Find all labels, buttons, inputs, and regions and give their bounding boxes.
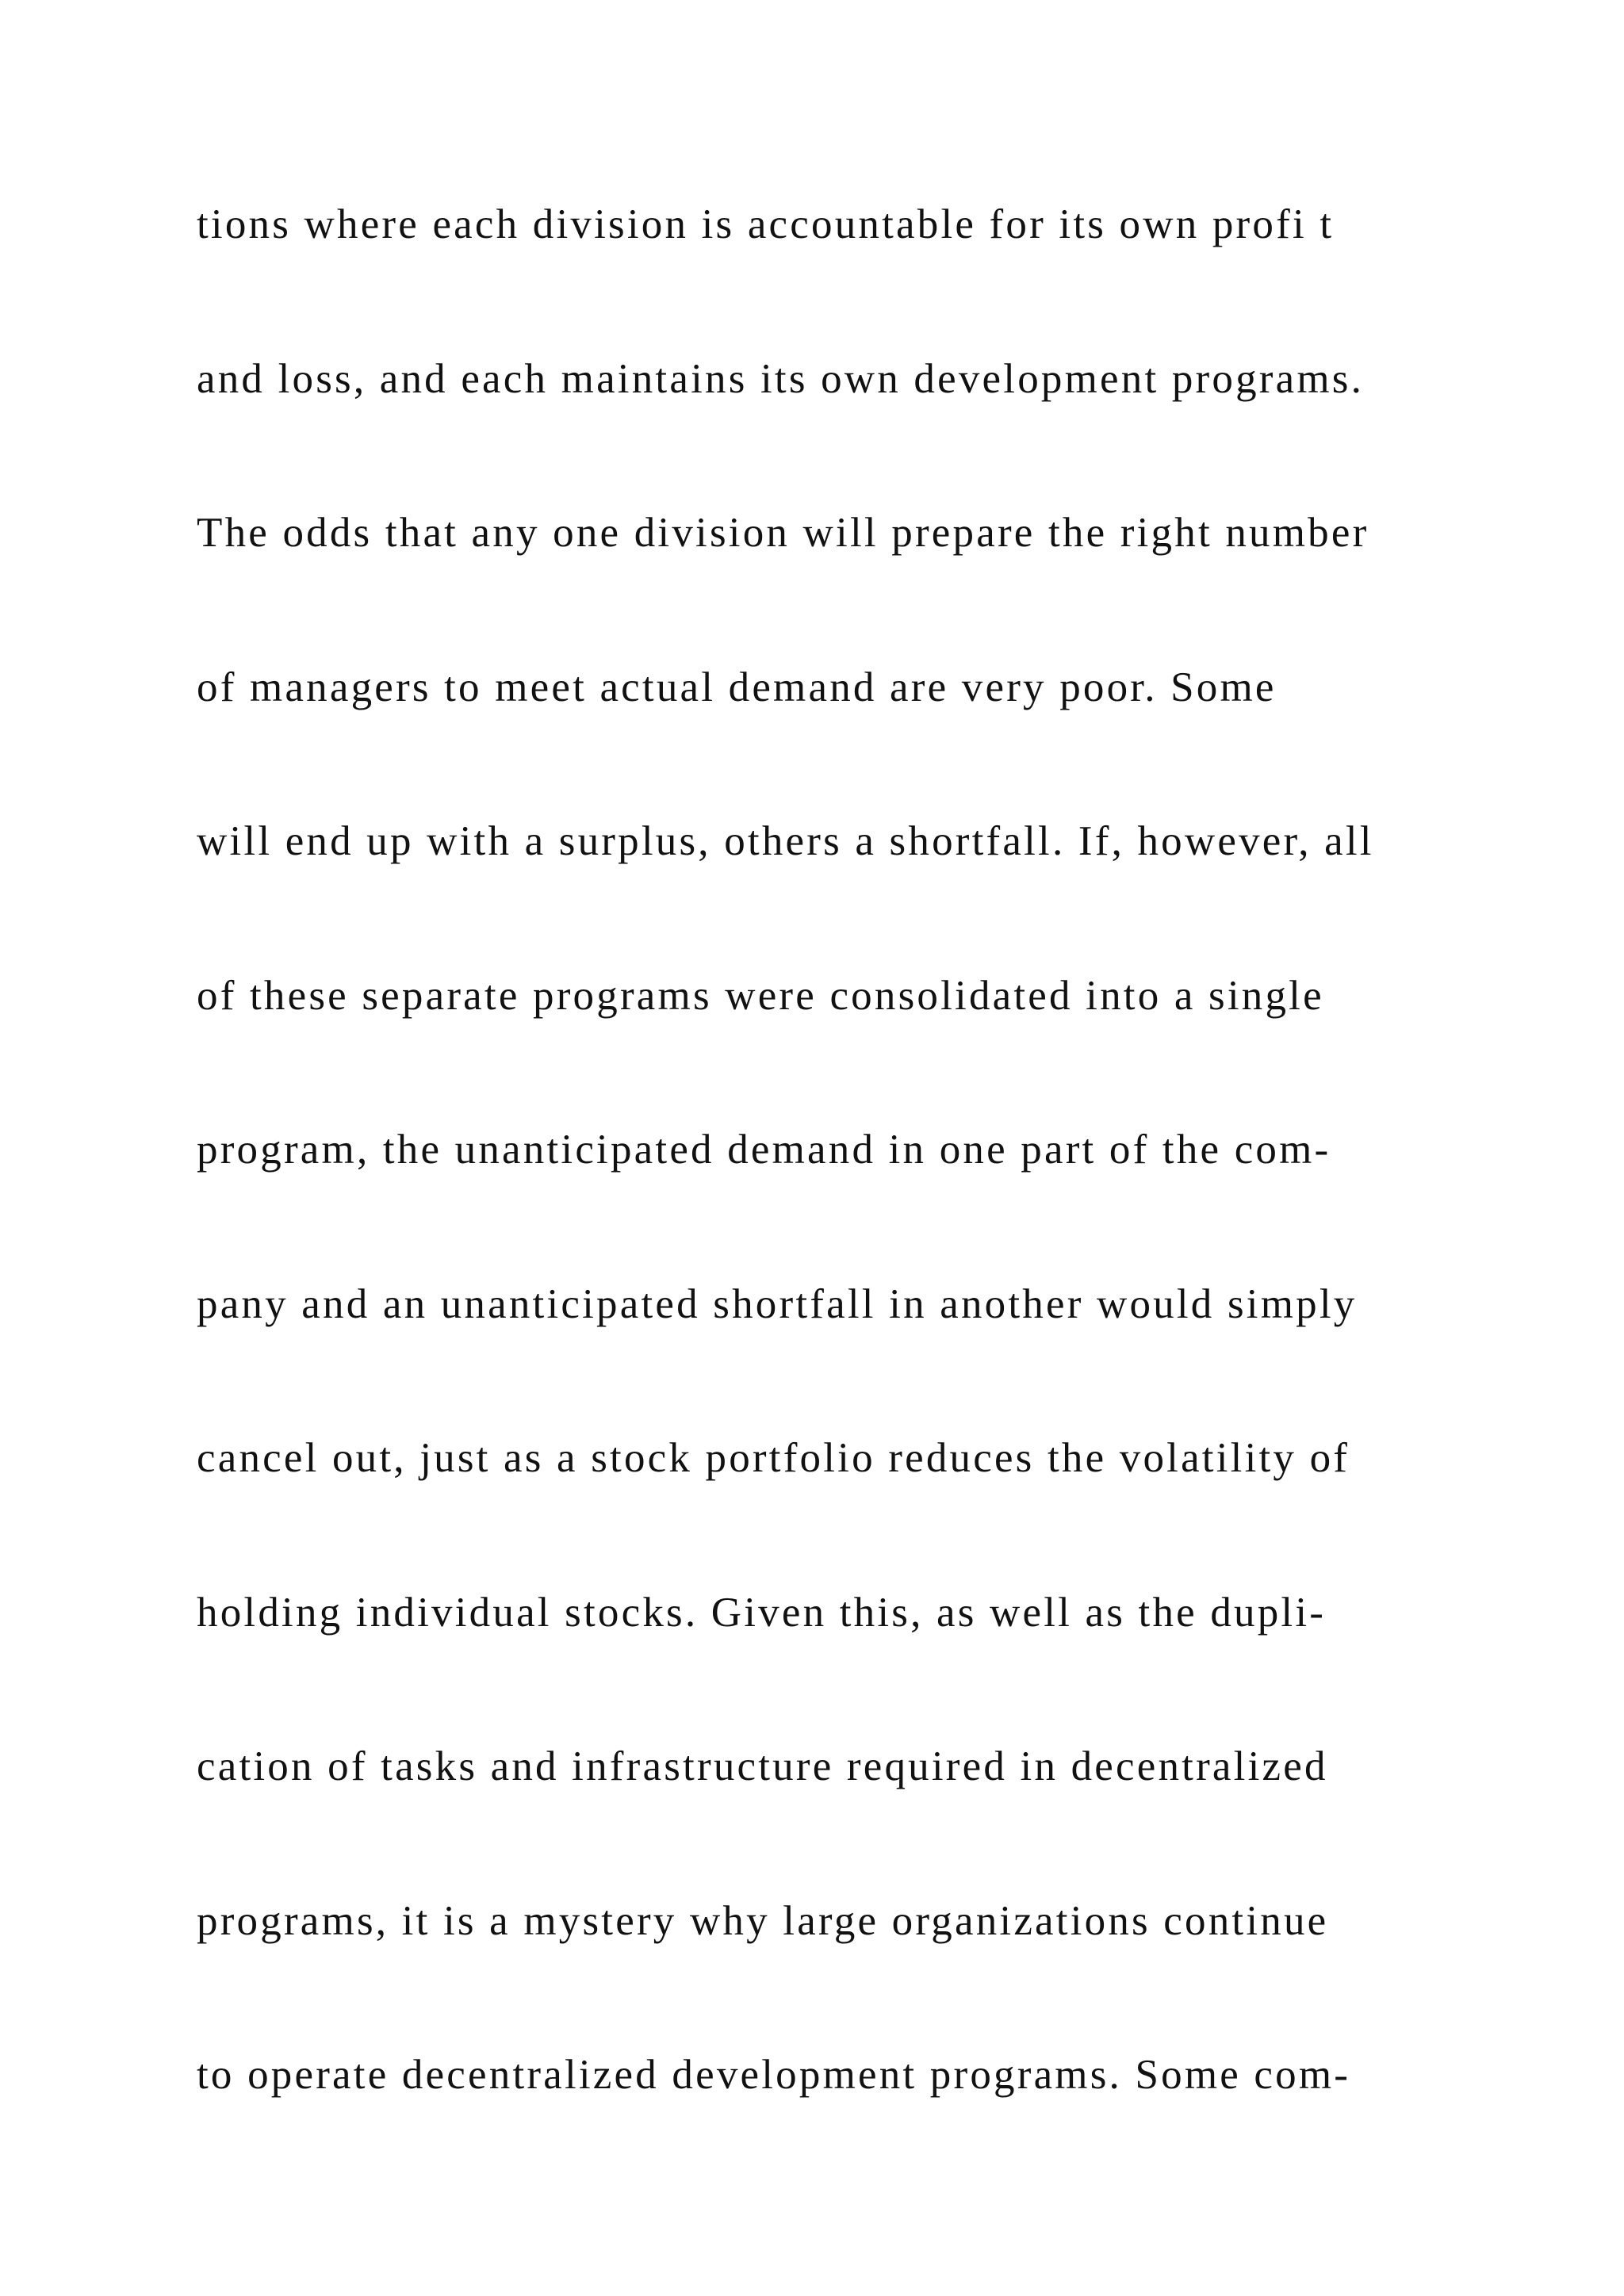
text-line-11: cation of tasks and infrastructure required in decentralized	[197, 1743, 1328, 1789]
text-line-7: program, the unanticipated demand in one part of the com-	[197, 1127, 1331, 1173]
body-text	[197, 187, 1592, 2192]
text-line-13: to operate decentralized development programs. Some com-	[197, 2052, 1351, 2098]
text-line-4: of managers to meet actual demand are very poor. Some	[197, 664, 1277, 710]
text-line-9: cancel out, just as a stock portfolio reduces the volatility of	[197, 1435, 1350, 1481]
text-line-6: of these separate programs were consolidated into a single	[197, 972, 1324, 1019]
text-line-2: and loss, and each maintains its own development programs.	[197, 355, 1365, 402]
text-line-8: pany and an unanticipated shortfall in another would simply	[197, 1280, 1358, 1327]
text-line-1: tions where each division is accountable for its own profi t	[197, 201, 1335, 247]
text-line-3: The odds that any one division will prepare the right number	[197, 510, 1369, 556]
text-line-10: holding individual stocks. Given this, as well as the dupli-	[197, 1589, 1327, 1636]
text-line-5: will end up with a surplus, others a shortfall. If, however, all	[197, 818, 1374, 864]
text-line-12: programs, it is a mystery why large organizations continue	[197, 1897, 1329, 1944]
